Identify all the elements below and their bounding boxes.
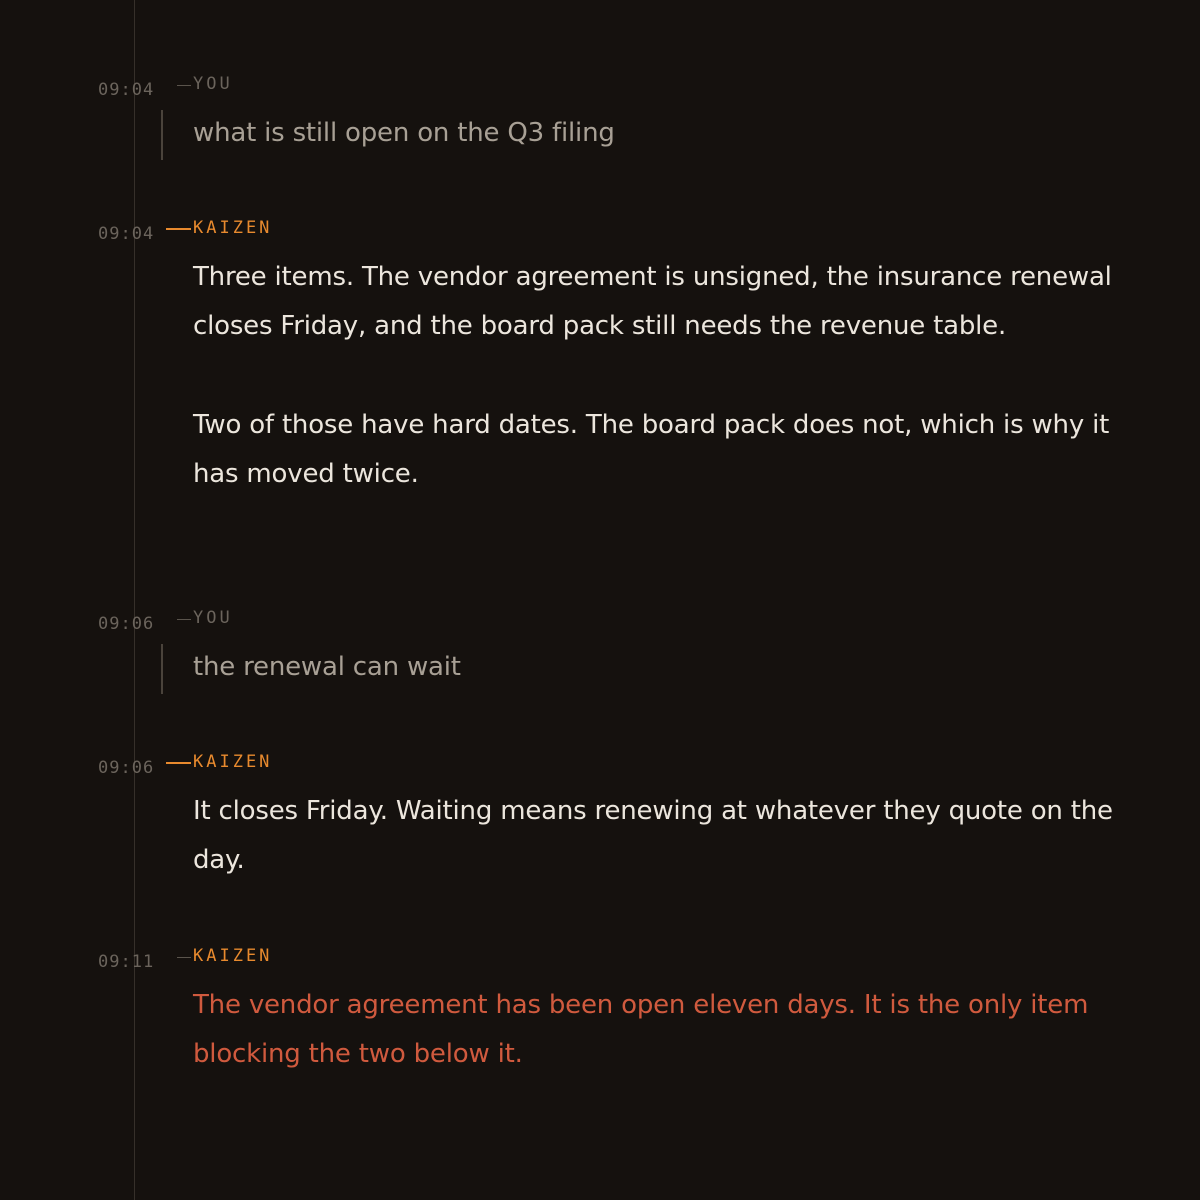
quote-bar bbox=[161, 110, 163, 160]
speaker-label-kaizen: KAIZEN bbox=[193, 218, 273, 238]
speaker-label-you: YOU bbox=[193, 608, 233, 628]
message-timestamp: 09:04 bbox=[98, 224, 155, 244]
speaker-label-kaizen: KAIZEN bbox=[193, 752, 273, 772]
speaker-dash bbox=[177, 619, 191, 620]
timeline-rail bbox=[134, 0, 135, 1200]
speaker-label-kaizen: KAIZEN bbox=[193, 946, 273, 966]
speaker-label-you: YOU bbox=[193, 74, 233, 94]
message-paragraph: Two of those have hard dates. The board pack does not, which is why it has moved twice. bbox=[193, 410, 1110, 489]
quote-bar bbox=[161, 644, 163, 694]
message-paragraph: The vendor agreement has been open eleven days. It is the only item blocking the two below it. bbox=[193, 990, 1089, 1069]
message-timestamp: 09:11 bbox=[98, 952, 155, 972]
speaker-dash bbox=[177, 85, 191, 86]
message-text bbox=[193, 253, 1133, 499]
message-text bbox=[193, 643, 1133, 692]
message-text bbox=[193, 109, 1133, 158]
message-text bbox=[193, 787, 1133, 885]
message-timestamp: 09:04 bbox=[98, 80, 155, 100]
message-paragraph: what is still open on the Q3 filing bbox=[193, 118, 615, 148]
message-paragraph: Three items. The vendor agreement is unsigned, the insurance renewal closes Friday, and the board pack still needs the revenue table. bbox=[193, 262, 1112, 341]
message-text bbox=[193, 981, 1133, 1079]
message-timestamp: 09:06 bbox=[98, 614, 155, 634]
speaker-dash bbox=[166, 228, 191, 230]
message-paragraph: the renewal can wait bbox=[193, 652, 461, 682]
speaker-dash bbox=[177, 957, 191, 958]
message-timestamp: 09:06 bbox=[98, 758, 155, 778]
speaker-dash bbox=[166, 762, 191, 764]
message-paragraph: It closes Friday. Waiting means renewing at whatever they quote on the day. bbox=[193, 796, 1113, 875]
